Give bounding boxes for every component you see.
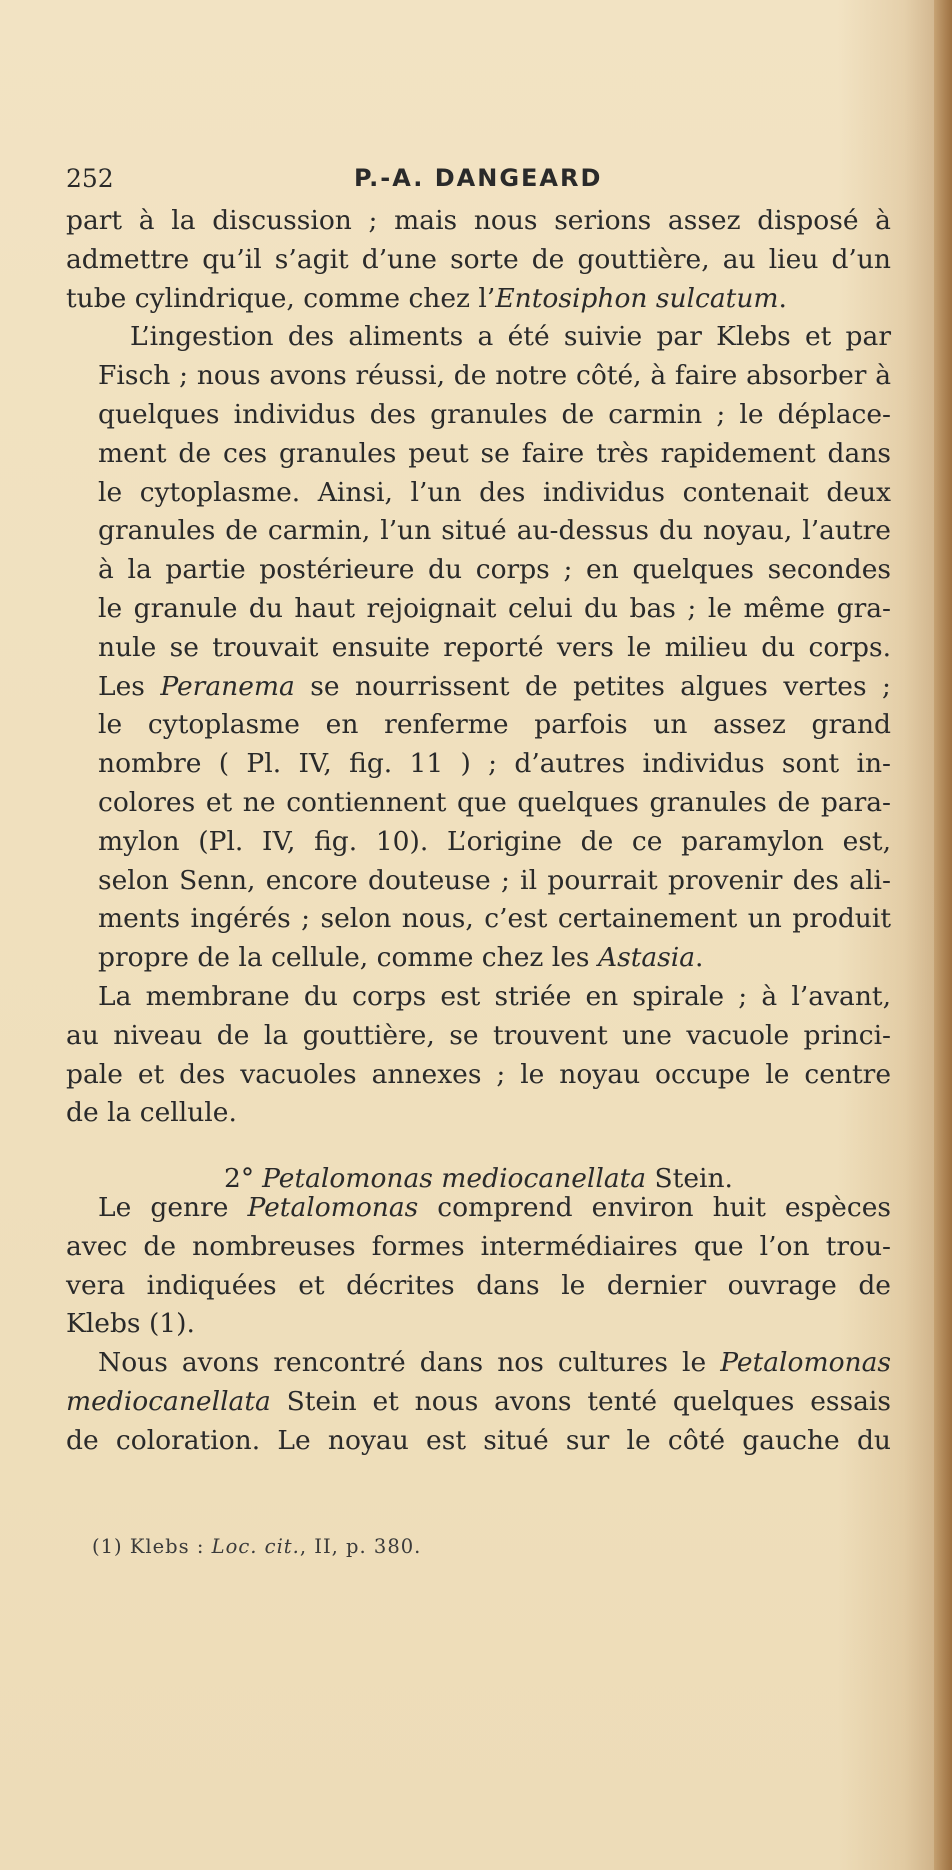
page-number: 252	[66, 164, 114, 193]
text-line: vera indiquées et décrites dans le dernier ouvrage de	[66, 1269, 891, 1301]
text-line: le cytoplasme. Ainsi, l’un des individus contenait deux	[98, 476, 891, 508]
footnote-rest: , II, p. 380.	[299, 1535, 422, 1558]
text-line: admettre qu’il s’agit d’une sorte de gouttière, au lieu d’un	[66, 243, 891, 275]
text-block-bottom	[66, 1189, 891, 1461]
footnote-marker: (1)	[92, 1535, 123, 1558]
footnote-author: Klebs :	[129, 1535, 205, 1558]
text-line: de coloration. Le noyau est situé sur le côté gauche du	[66, 1424, 891, 1456]
text-line: mylon (Pl. IV, fig. 10). L’origine de ce paramylon est,	[98, 825, 891, 857]
text-line: quelques individus des granules de carmin ; le déplace-	[98, 398, 891, 430]
page-edge-shadow	[934, 0, 952, 1870]
species-name: Entosiphon sulcatum	[495, 282, 779, 314]
text-line: Nous avons rencontré dans nos cultures le Petalomonas	[98, 1347, 891, 1379]
section-number: 2°	[224, 1163, 255, 1194]
text-line: Klebs (1).	[66, 1308, 195, 1340]
text-line: La membrane du corps est striée en spirale ; à l’avant,	[98, 980, 891, 1012]
running-head	[66, 164, 896, 200]
text-line: granules de carmin, l’un situé au-dessus du noyau, l’autre	[98, 515, 891, 547]
text-line: pale et des vacuoles annexes ; le noyau occupe le centre	[66, 1058, 891, 1090]
paragraph-4	[66, 1189, 891, 1344]
text-line: de la cellule.	[66, 1097, 237, 1129]
text-line: le cytoplasme en renferme parfois un assez grand	[98, 709, 891, 741]
running-head-author: P.-A. DANGEARD	[354, 164, 603, 192]
text-line: à la partie postérieure du corps ; en quelques secondes	[98, 554, 891, 586]
section-authority: Stein.	[654, 1163, 733, 1194]
text-line: le granule du haut rejoignait celui du bas ; le même gra-	[98, 592, 891, 624]
text-line: Les Peranema se nourrissent de petites algues vertes ;	[98, 670, 891, 702]
text-line: ment de ces granules peut se faire très rapidement dans	[98, 437, 891, 469]
text-line: Le genre Petalomonas comprend environ huit espèces	[98, 1192, 891, 1223]
text-line: selon Senn, encore douteuse ; il pourrait provenir des ali-	[98, 864, 891, 896]
text-line: nule se trouvait ensuite reporté vers le milieu du corps.	[98, 631, 891, 663]
text-line: nombre ( Pl. IV, fig. 11 ) ; d’autres individus sont in-	[98, 748, 891, 780]
paragraph-2	[66, 318, 891, 978]
text-block-top	[66, 202, 891, 1133]
text-line: propre de la cellule, comme chez les Astasia.	[98, 942, 704, 974]
text-line: mediocanellata Stein et nous avons tenté quelques essais	[66, 1385, 891, 1417]
text-line: avec de nombreuses formes intermédiaires que l’on trou-	[66, 1230, 891, 1262]
text-line: Fisch ; nous avons réussi, de notre côté, à faire absorber à	[98, 360, 891, 392]
genus-name: Peranema	[160, 670, 295, 702]
text-line: colores et ne contiennent que quelques granules de para-	[98, 786, 891, 818]
footnote-ref: Loc. cit.	[211, 1535, 300, 1558]
genus-name: Petalomonas	[720, 1347, 891, 1379]
genus-name: Astasia	[597, 942, 696, 974]
section-species: Petalomonas mediocanellata	[262, 1163, 647, 1194]
genus-name: Petalomonas	[247, 1192, 419, 1223]
text-line: tube cylindrique, comme chez l’Entosiphon sulcatum.	[66, 282, 787, 314]
species-name: mediocanellata	[66, 1385, 271, 1417]
text-line: part à la discussion ; mais nous serions assez disposé à	[66, 205, 891, 236]
paragraph-3	[66, 978, 891, 1133]
footnote	[92, 1535, 421, 1558]
text-line: L’ingestion des aliments a été suivie par Klebs et par	[130, 321, 891, 353]
paragraph-5	[66, 1344, 891, 1460]
paragraph-1	[66, 202, 891, 318]
text-line: au niveau de la gouttière, se trouvent une vacuole princi-	[66, 1019, 891, 1051]
text-line: ments ingérés ; selon nous, c’est certainement un produit	[98, 903, 891, 935]
